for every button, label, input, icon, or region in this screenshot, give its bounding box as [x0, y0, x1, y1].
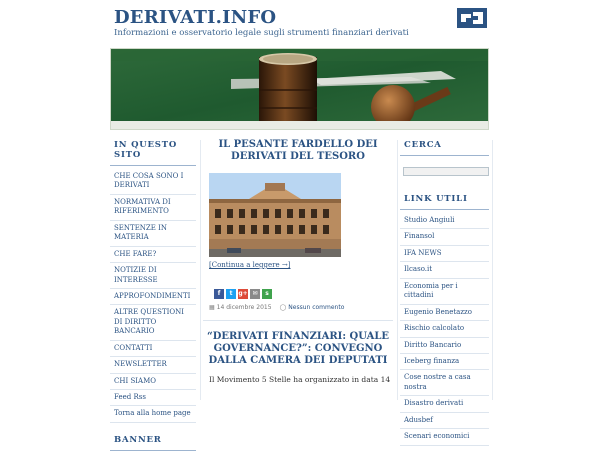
useful-link[interactable]: Iceberg finanza: [400, 354, 489, 370]
useful-link[interactable]: Diritto Bancario: [400, 338, 489, 354]
site-logo-icon[interactable]: [457, 8, 487, 28]
email-icon[interactable]: ✉: [250, 289, 260, 299]
right-sidebar: [400, 132, 489, 446]
main-content: [203, 132, 393, 384]
header-banner-image: [110, 48, 489, 130]
share-icon[interactable]: s: [262, 289, 272, 299]
continue-reading-link[interactable]: [Continua a leggere →]: [209, 261, 291, 269]
sidebar-heading-banner: BANNER: [110, 427, 196, 451]
menu-item-feed-rss[interactable]: Feed Rss: [110, 390, 196, 406]
menu-item[interactable]: ALTRE QUESTIONI DI DIRITTO BANCARIO: [110, 305, 196, 340]
share-buttons: [214, 289, 393, 299]
comment-icon: ◯: [279, 304, 287, 311]
useful-link[interactable]: Economia per i cittadini: [400, 279, 489, 305]
site-description: Informazioni e osservatorio legale sugli strumenti finanziari derivati: [114, 28, 409, 38]
calendar-icon: ▦: [209, 304, 215, 311]
menu-item[interactable]: CHE FARE?: [110, 247, 196, 263]
comments-link[interactable]: Nessun commento: [288, 304, 345, 311]
google-plus-icon[interactable]: g+: [238, 290, 248, 297]
useful-link[interactable]: Studio Angiuli: [400, 213, 489, 229]
site-header: [0, 0, 600, 48]
useful-link[interactable]: Cose nostre a casa nostra: [400, 370, 489, 396]
post-thumbnail-image[interactable]: [209, 173, 341, 257]
menu-item-home[interactable]: Torna alla home page: [110, 406, 196, 422]
menu-item[interactable]: APPROFONDIMENTI: [110, 289, 196, 305]
column-divider-right: [492, 140, 493, 400]
post-title[interactable]: IL PESANTE FARDELLO DEI DERIVATI DEL TESORO: [218, 139, 378, 162]
column-divider-left: [200, 140, 201, 400]
menu-item[interactable]: SENTENZE IN MATERIA: [110, 221, 196, 247]
twitter-icon[interactable]: t: [226, 289, 236, 299]
post-title[interactable]: “DERIVATI FINANZIARI: QUALE GOVERNANCE?”: CONVEGNO DALLA CAMERA DEI DEPUTATI: [206, 331, 390, 366]
sidebar-heading-link-utili: LINK UTILI: [400, 186, 489, 210]
site-title[interactable]: DERIVATI.INFO: [114, 7, 277, 28]
useful-link[interactable]: Ilcaso.it: [400, 262, 489, 278]
post-date: 14 dicembre 2015: [216, 304, 272, 311]
post-excerpt: Il Movimento 5 Stelle ha organizzato in data 14: [209, 375, 391, 384]
useful-link[interactable]: Scenari economici: [400, 429, 489, 445]
post-meta: [209, 304, 393, 311]
menu-item[interactable]: NEWSLETTER: [110, 357, 196, 373]
menu-item[interactable]: NORMATIVA DI RIFERIMENTO: [110, 195, 196, 221]
menu-item[interactable]: CHE COSA SONO I DERIVATI: [110, 169, 196, 195]
useful-link[interactable]: Disastro derivati: [400, 396, 489, 412]
useful-link[interactable]: Rischio calcolato: [400, 321, 489, 337]
menu-item[interactable]: NOTIZIE DI INTERESSE: [110, 263, 196, 289]
useful-link[interactable]: Eugenio Benetazzo: [400, 305, 489, 321]
menu-item[interactable]: CONTATTI: [110, 341, 196, 357]
menu-item[interactable]: CHI SIAMO: [110, 374, 196, 390]
useful-link[interactable]: IFA NEWS: [400, 246, 489, 262]
facebook-icon[interactable]: f: [214, 289, 224, 299]
sidebar-heading-in-questo-sito: IN QUESTO SITO: [110, 132, 196, 166]
useful-link[interactable]: Finansol: [400, 229, 489, 245]
column-divider-middle: [397, 140, 398, 400]
left-sidebar: [110, 132, 196, 454]
search-input[interactable]: [403, 167, 489, 176]
useful-link[interactable]: Adusbef: [400, 413, 489, 429]
sidebar-heading-cerca: CERCA: [400, 132, 489, 156]
